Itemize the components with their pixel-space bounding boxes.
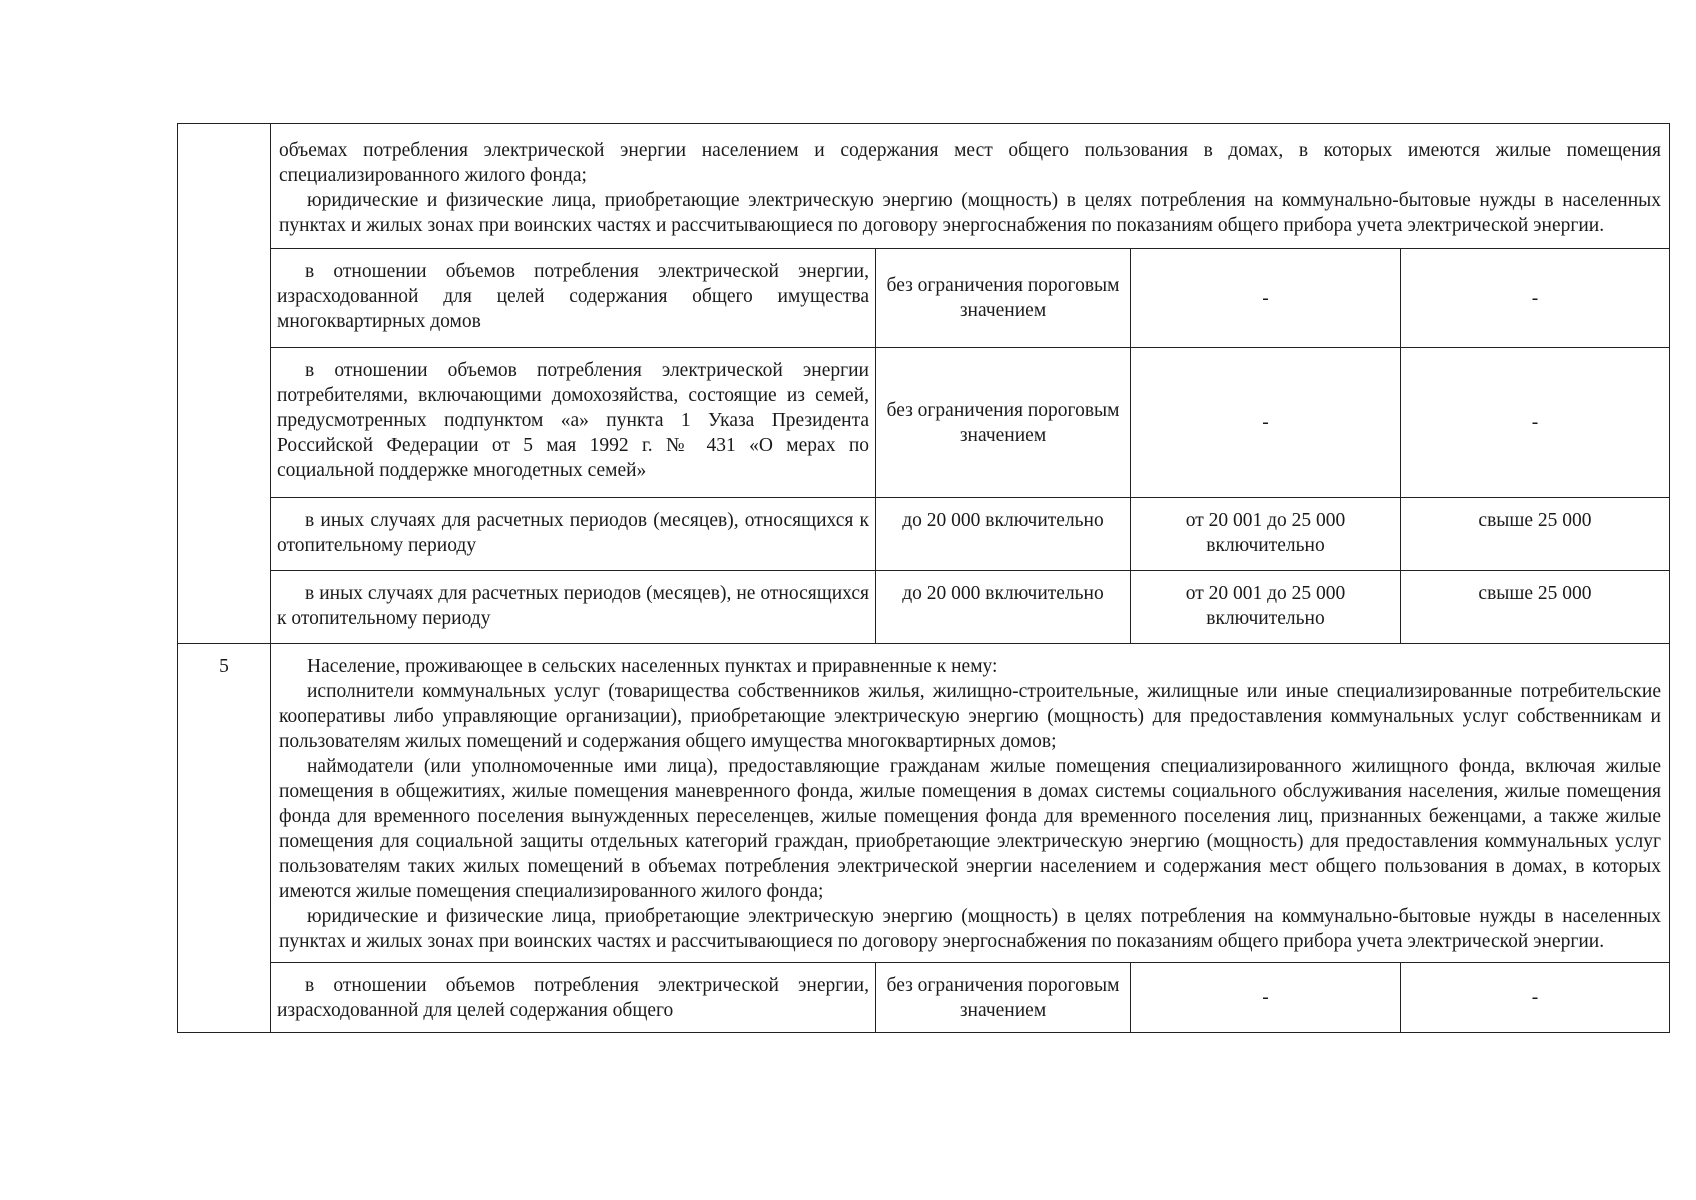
threshold-cell-3: - (1401, 249, 1670, 348)
row-number-cell (178, 124, 271, 644)
row-number-cell: 5 (178, 644, 271, 1033)
category-description (271, 644, 1670, 963)
threshold-cell-1: до 20 000 включительно (876, 498, 1131, 571)
threshold-cell-3: свыше 25 000 (1401, 571, 1670, 644)
paragraph: наймодатели (или уполномоченные ими лица), предоставляющие гражданам жилые помещения специализированного жилищного фонда, включая жилые помещения в общежитиях, жилые помещения маневренного фонда, жилые помещения в домах системы социального обслуживания населения, жилые помещения фонда для временного поселения вынужденных переселенцев, жилые помещения фонда для временного поселения лиц, признанных беженцами, а также жилые помещения для социальной защиты отдельных категорий граждан, приобретающие электрическую энергию (мощность) для предоставления коммунальных услуг пользователям таких жилых помещений в объемах потребления электрической энергии населением и содержания мест общего пользования в домах, в которых имеются жилые помещения специализированного жилого фонда; (279, 756, 1661, 902)
threshold-cell-3: свыше 25 000 (1401, 498, 1670, 571)
paragraph: объемах потребления электрической энергии населением и содержания мест общего пользования в домах, в которых имеются жилые помещения специализированного жилого фонда; (279, 140, 1661, 186)
subrow-description: в иных случаях для расчетных периодов (месяцев), относящихся к отопительному периоду (271, 498, 876, 571)
category-description (271, 124, 1670, 249)
threshold-cell-3: - (1401, 963, 1670, 1033)
threshold-cell-1: до 20 000 включительно (876, 571, 1131, 644)
subrow-description: в иных случаях для расчетных периодов (месяцев), не относящихся к отопительному периоду (271, 571, 876, 644)
table-row (178, 963, 1670, 1033)
subrow-description: в отношении объемов потребления электрической энергии потребителями, включающими домохозяйства, состоящие из семей, предусмотренных подпунктом «а» пункта 1 Указа Президента Российской Федерации от 5 мая 1992 г. № 431 «О мерах по социальной поддержке многодетных семей» (271, 348, 876, 498)
threshold-cell-2: от 20 001 до 25 000 включительно (1131, 498, 1401, 571)
paragraph: Население, проживающее в сельских населенных пунктах и приравненные к нему: (307, 656, 998, 677)
subrow-description: в отношении объемов потребления электрической энергии, израсходованной для целей содержания общего (271, 963, 876, 1033)
threshold-cell-1: без ограничения пороговым значением (876, 963, 1131, 1033)
table-row (178, 249, 1670, 348)
table-row (178, 644, 1670, 963)
threshold-cell-3: - (1401, 348, 1670, 498)
tariff-table (177, 123, 1669, 1126)
table-row (178, 498, 1670, 571)
threshold-cell-2: - (1131, 348, 1401, 498)
threshold-cell-2: от 20 001 до 25 000 включительно (1131, 571, 1401, 644)
threshold-cell-1: без ограничения пороговым значением (876, 348, 1131, 498)
table-row (178, 571, 1670, 644)
threshold-cell-2: - (1131, 249, 1401, 348)
paragraph: юридические и физические лица, приобретающие электрическую энергию (мощность) в целях потребления на коммунально-бытовые нужды в населенных пунктах и жилых зонах при воинских частях и рассчитывающиеся по договору энергоснабжения по показаниям общего прибора учета электрической энергии. (279, 906, 1661, 952)
table-row (178, 124, 1670, 249)
paragraph: исполнители коммунальных услуг (товарищества собственников жилья, жилищно-строительные, жилищные или иные специализированные потребительские кооперативы либо управляющие организации), приобретающие электрическую энергию (мощность) для предоставления коммунальных услуг собственникам и пользователям жилых помещений и содержания общего имущества многоквартирных домов; (279, 681, 1661, 752)
threshold-cell-1: без ограничения пороговым значением (876, 249, 1131, 348)
paragraph: юридические и физические лица, приобретающие электрическую энергию (мощность) в целях потребления на коммунально-бытовые нужды в населенных пунктах и жилых зонах при воинских частях и рассчитывающиеся по договору энергоснабжения по показаниям общего прибора учета электрической энергии. (279, 190, 1661, 236)
table-row (178, 348, 1670, 498)
subrow-description: в отношении объемов потребления электрической энергии, израсходованной для целей содержания общего имущества многоквартирных домов (271, 249, 876, 348)
threshold-cell-2: - (1131, 963, 1401, 1033)
